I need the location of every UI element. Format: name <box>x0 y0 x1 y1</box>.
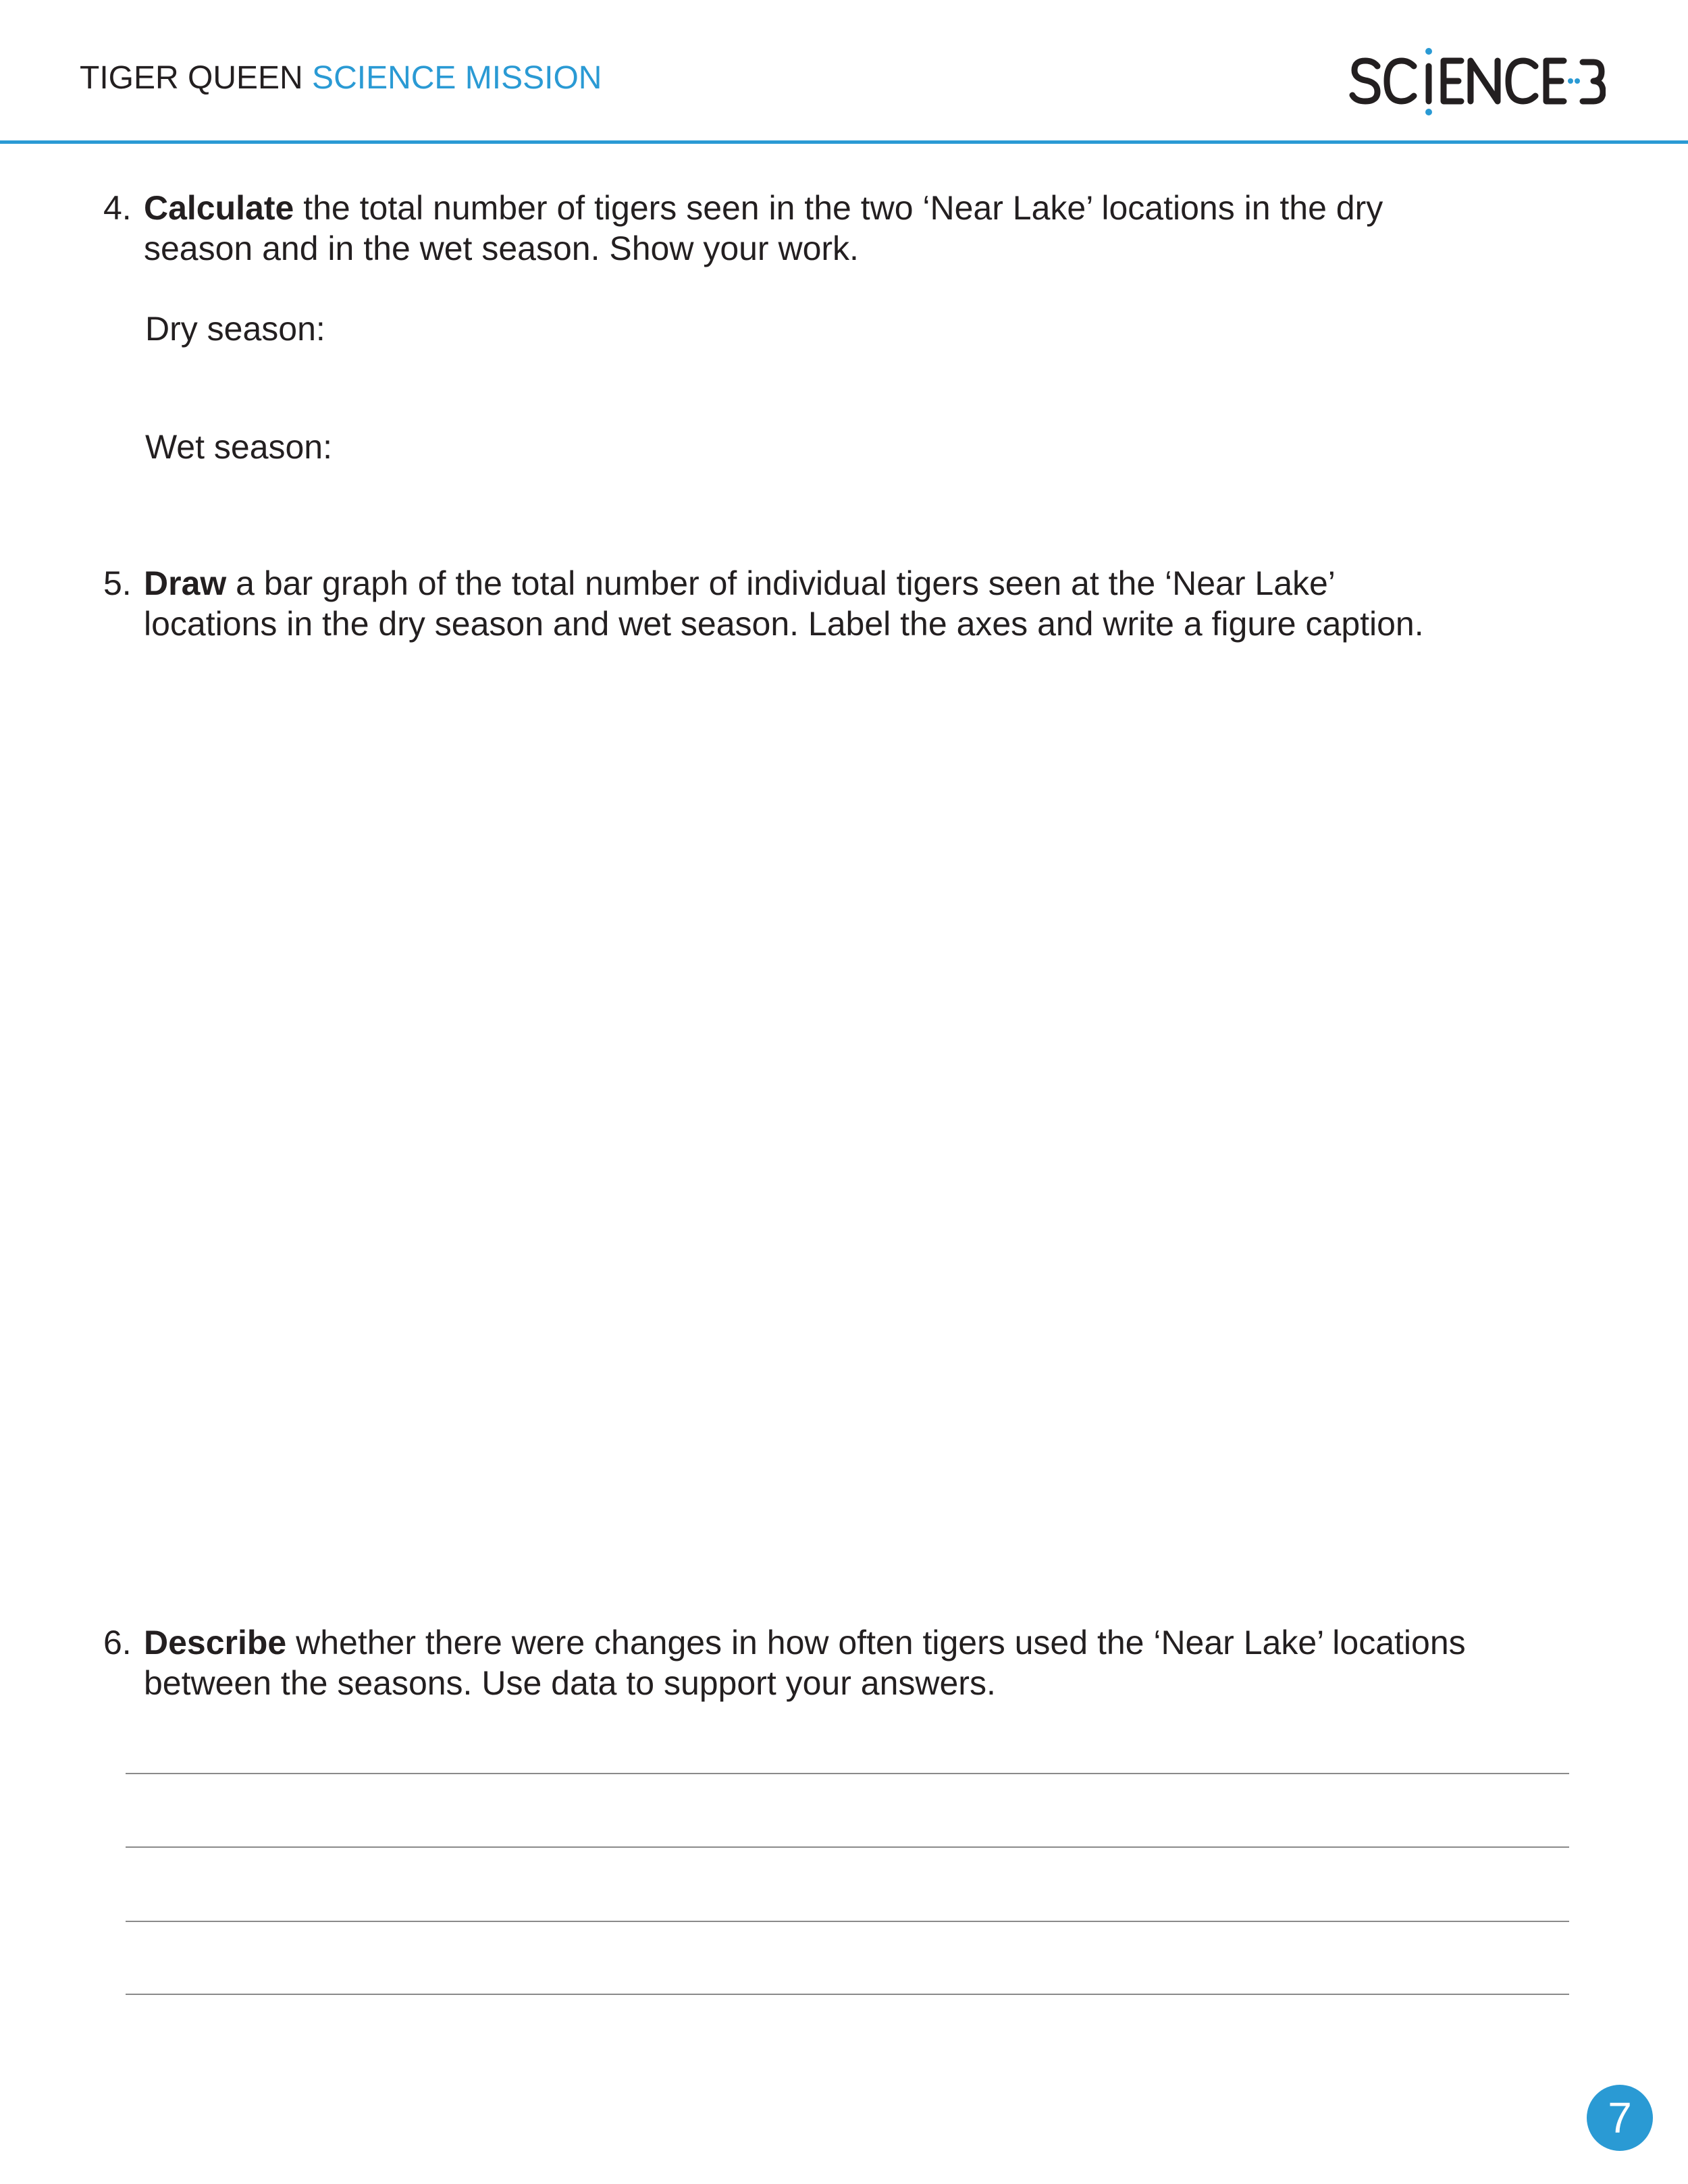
question-text: the total number of tigers seen in the two ‘Near Lake’ locations in the dry season and in the wet season. Show your work. <box>144 189 1383 267</box>
question-5 <box>103 563 1474 644</box>
question-prompt <box>144 188 1474 269</box>
answer-line[interactable] <box>126 1846 1569 1848</box>
question-number: 5. <box>103 564 132 602</box>
answer-line[interactable] <box>126 1773 1569 1774</box>
answer-line[interactable] <box>126 1921 1569 1922</box>
question-6 <box>103 1622 1474 1703</box>
document-header-title <box>80 59 602 97</box>
question-4 <box>103 188 1474 269</box>
header-title-part2: SCIENCE MISSION <box>312 60 602 96</box>
question-number: 4. <box>103 189 132 227</box>
question-verb: Calculate <box>144 189 294 227</box>
question-number: 6. <box>103 1624 132 1661</box>
question-verb: Describe <box>144 1624 287 1661</box>
science-3d-logo <box>1349 45 1606 117</box>
question-text: whether there were changes in how often tigers used the ‘Near Lake’ locations between the seasons. Use data to support your answers. <box>144 1624 1466 1702</box>
page-number-badge: 7 <box>1587 2085 1653 2151</box>
question-verb: Draw <box>144 564 227 602</box>
bar-graph-drawing-area[interactable] <box>103 662 1521 1607</box>
question-prompt <box>144 1622 1474 1703</box>
header-title-part1: TIGER QUEEN <box>80 60 303 96</box>
wet-season-label: Wet season: <box>145 428 333 466</box>
header-divider <box>0 140 1688 144</box>
answer-line[interactable] <box>126 1994 1569 1995</box>
question-text: a bar graph of the total number of individual tigers seen at the ‘Near Lake’ locations in the dry season and wet season. Label the axes and write a figure caption. <box>144 564 1424 643</box>
dry-season-label: Dry season: <box>145 310 325 348</box>
question-prompt <box>144 563 1474 644</box>
